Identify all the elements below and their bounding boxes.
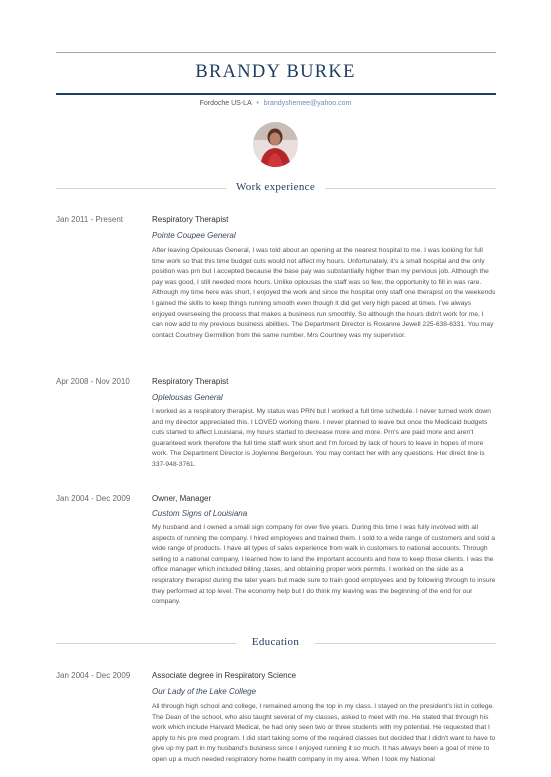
contact-line xyxy=(0,100,551,107)
job-description: I worked as a respiratory therapist. My status was PRN but I worked a full time schedule. I never turned work down and my director appreciated this. I LOVED working there. I never planned to leave but once the Medicaid budgets cuts started to affect Louisiana, my hours started to decrease more and more. Prn's are paid more and aren't guaranteed work therefore the full time staff work short and I'm forced by lack of hours to leave in hopes of more work. The Department Director is Joylenne Bergeroun. You may contact her with any questions. Her direct line is 337-948-3761. xyxy=(152,408,491,468)
section-title-work: Work experience xyxy=(0,181,551,193)
degree-title: Associate degree in Respiratory Science xyxy=(152,671,297,680)
top-rule xyxy=(56,52,496,53)
job-title: Respiratory Therapist xyxy=(152,215,229,224)
school-name: Our Lady of the Lake College xyxy=(152,687,257,696)
job-title: Owner, Manager xyxy=(152,494,212,503)
job-title: Respiratory Therapist xyxy=(152,377,229,386)
job-description: My husband and I owned a small sign company for over five years. During this time I was fully involved with all aspects of running the company. I hired employees and trained them. I sold to a wide range of customers and sold a wide range of products. I have all types of sales experience from walk in customers to national accounts. Through selling to a national company, I learned how to land the important accounts and how to keep those clients. I was the office manager which included billing ,taxes, and obtaining proper work permits. I worked on the side as a respiratory therapist during the later years but made sure to train good employees and by following through to insure they performed at top level. The economy help but I do think my leaving was the beginning of the end for our company. xyxy=(152,524,496,606)
candidate-name: BRANDY BURKE xyxy=(195,62,356,82)
job-organization: Pointe Coupee General xyxy=(152,231,236,240)
job-dates: Jan 2011 - Present xyxy=(56,215,124,224)
name-underline xyxy=(56,93,496,95)
job-description: After leaving Opelousas General, I was told about an opening at the nearest hospital to me. I was looking for full time work so that this time budget cuts would not affect my hours. Unfortunately, it's a small hospital and the only position was prn but I accepted because the base pay was substantially higher than my pervious job. Although the pay was good, I still needed more hours. Unlike oplousas the staff was so few, the opportunity to fill in was rare. Although my time here was short, I enjoyed the work and since the hospital only staff one therapist on the weekends I gained the skills to keep things running smooth even though it did get very high paced at times. I've always enjoyed overseeing the process that makes a business run smoothly. So although the hours didn't work for me, I can now add to my previous business abilities. The Department Director is Roxanne Jewell 225-638-6331. You may contact Courtney Germillion from the same number. Mrs Courtney was my supervisor. xyxy=(152,247,496,339)
education-dates: Jan 2004 - Dec 2009 xyxy=(56,671,131,680)
location: Fordoche US-LA xyxy=(199,100,252,107)
email-link[interactable]: brandyshemee@yahoo.com xyxy=(263,100,352,107)
avatar xyxy=(253,122,298,167)
job-dates: Jan 2004 - Dec 2009 xyxy=(56,494,131,503)
education-description: All through high school and college, I remained among the top in my class. I stayed on the president's list in college. The Dean of the school, who also taught several of my classes, asked to meet with me. He stated that through his work which include Harvard Medical, he had only seen two or three students with my potential. He requested that I apply to his pre med program. I did start taking some of the required classes but decided that I didn't want to have to give up my part in my husband's business since I enjoyed running it so much. It has always been a goal of mine to open up a much needed respiratory home health company in my area. When I took my National xyxy=(152,703,496,763)
job-organization: Oplelousas General xyxy=(152,393,223,402)
job-organization: Custom Signs of Louisiana xyxy=(152,509,248,518)
job-dates: Apr 2008 - Nov 2010 xyxy=(56,377,130,386)
profile-photo-icon xyxy=(253,122,298,167)
separator-dot: • xyxy=(256,100,259,107)
section-title-education: Education xyxy=(0,636,551,648)
